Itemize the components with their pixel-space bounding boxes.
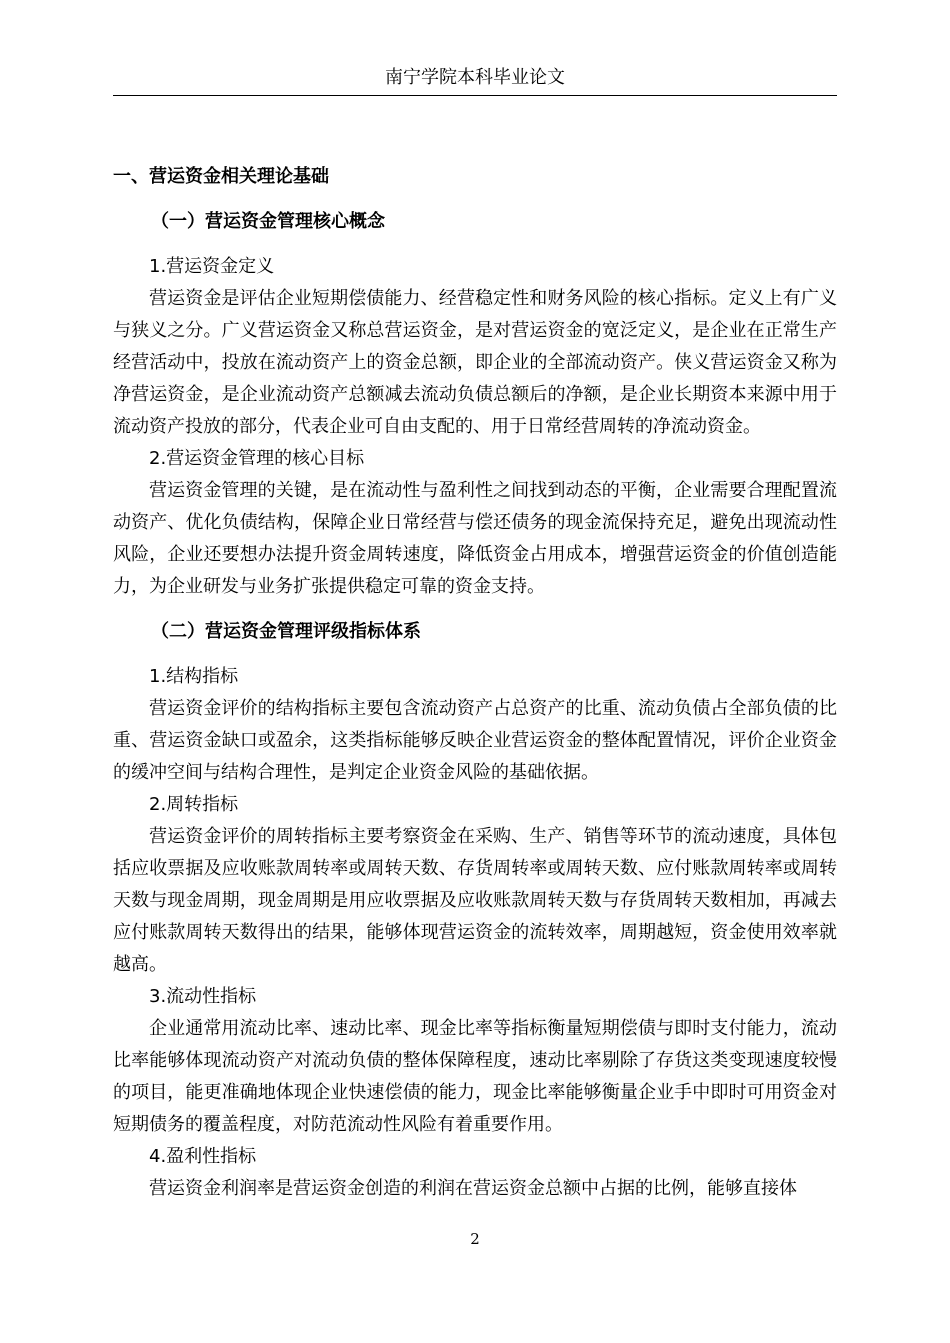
item-heading: 3.流动性指标 bbox=[149, 986, 257, 1007]
item-heading: 2.周转指标 bbox=[149, 794, 239, 815]
paragraph: 营运资金利润率是营运资金创造的利润在营运资金总额中占据的比例，能够直接体 bbox=[149, 1178, 797, 1199]
paragraph: 营运资金管理的关键，是在流动性与盈利性之间找到动态的平衡，企业需要合理配置流动资产、优化负债结构，保障企业日常经营与偿还债务的现金流保持充足，避免出现流动性风险，企业还要想办法提升资金周转速度，降低资金占用成本，增强营运资金的价值创造能力，为企业研发与业务扩张提供稳定可靠的资金支持。 bbox=[113, 480, 837, 597]
paragraph: 营运资金评价的周转指标主要考察资金在采购、生产、销售等环节的流动速度，具体包括应收票据及应收账款周转率或周转天数、存货周转率或周转天数、应付账款周转率或周转天数与现金周期，现金周期是用应收票据及应收账款周转天数与存货周转天数相加，再减去应付账款周转天数得出的结果，能够体现营运资金的流转效率，周期越短，资金使用效率就越高。 bbox=[113, 826, 837, 975]
header-rule bbox=[113, 95, 837, 96]
paragraph: 企业通常用流动比率、速动比率、现金比率等指标衡量短期偿债与即时支付能力，流动比率能够体现流动资产对流动负债的整体保障程度，速动比率剔除了存货这类变现速度较慢的项目，能更准确地体现企业快速偿债的能力，现金比率能够衡量企业手中即时可用资金对短期债务的覆盖程度，对防范流动性风险有着重要作用。 bbox=[113, 1018, 837, 1135]
section-heading: 一、营运资金相关理论基础 bbox=[113, 166, 329, 187]
paragraph: 营运资金评价的结构指标主要包含流动资产占总资产的比重、流动负债占全部负债的比重、营运资金缺口或盈余，这类指标能够反映企业营运资金的整体配置情况，评价企业资金的缓冲空间与结构合理性，是判定企业资金风险的基础依据。 bbox=[113, 698, 837, 783]
page-body bbox=[113, 161, 837, 1205]
page-number: 2 bbox=[470, 1230, 480, 1248]
item-heading: 4.盈利性指标 bbox=[149, 1146, 257, 1167]
subsection-heading: （一）营运资金管理核心概念 bbox=[151, 211, 385, 232]
item-heading: 1.结构指标 bbox=[149, 666, 239, 687]
paragraph: 营运资金是评估企业短期偿债能力、经营稳定性和财务风险的核心指标。定义上有广义与狭义之分。广义营运资金又称总营运资金，是对营运资金的宽泛定义，是企业在正常生产经营活动中，投放在流动资产上的资金总额，即企业的全部流动资产。侠义营运资金又称为净营运资金，是企业流动资产总额减去流动负债总额后的净额，是企业长期资本来源中用于流动资产投放的部分，代表企业可自由支配的、用于日常经营周转的净流动资金。 bbox=[113, 288, 837, 437]
item-heading: 2.营运资金管理的核心目标 bbox=[149, 448, 365, 469]
item-heading: 1.营运资金定义 bbox=[149, 256, 275, 277]
running-header: 南宁学院本科毕业论文 bbox=[385, 67, 565, 88]
subsection-heading: （二）营运资金管理评级指标体系 bbox=[151, 621, 421, 642]
